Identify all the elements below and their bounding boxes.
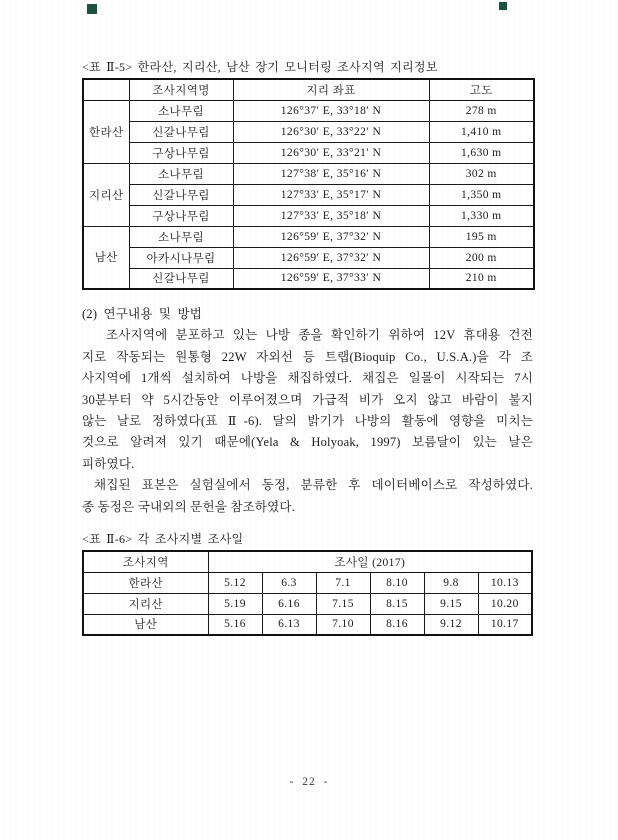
date-cell: 5.19 — [208, 593, 262, 614]
group-cell-jirisan: 지리산 — [83, 163, 129, 226]
forest-cell: 소나무림 — [129, 100, 233, 121]
coord-cell: 127°38′ E, 35°16′ N — [233, 163, 429, 184]
date-cell: 10.20 — [478, 593, 532, 614]
altitude-cell: 200 m — [429, 247, 534, 268]
date-cell: 5.12 — [208, 572, 262, 593]
page-number: - 22 - — [289, 776, 329, 788]
table-row — [83, 163, 534, 184]
table-row — [83, 205, 534, 226]
body-line: 것으로 알려져 있기 때문에(Yela & Holyoak, 1997) 보름달이 있는 날은 — [82, 435, 533, 450]
forest-cell: 신갈나무림 — [129, 121, 233, 142]
date-cell: 9.12 — [424, 614, 478, 635]
date-cell: 7.1 — [316, 572, 370, 593]
altitude-cell: 1,330 m — [429, 205, 534, 226]
forest-cell: 신갈나무림 — [129, 268, 233, 289]
table-row — [83, 593, 532, 614]
section-heading: (2) 연구내용 및 방법 — [82, 307, 203, 321]
altitude-cell: 1,350 m — [429, 184, 534, 205]
survey-col-header-dates: 조사일 (2017) — [208, 551, 532, 572]
coord-cell: 126°37′ E, 33°18′ N — [233, 100, 429, 121]
body-line: 않는 날로 정하였다(표 Ⅱ-6). 달의 밝기가 나방의 활동에 영향을 미치는 — [82, 414, 533, 429]
group-cell-hallasan: 한라산 — [83, 100, 129, 163]
coord-cell: 126°30′ E, 33°21′ N — [233, 142, 429, 163]
date-cell: 7.15 — [316, 593, 370, 614]
geo-info-table — [82, 78, 535, 290]
altitude-cell: 1,410 m — [429, 121, 534, 142]
table2-caption: <표 Ⅱ-6> 각 조사지별 조사일 — [82, 532, 244, 547]
body-line: 조사지역에 분포하고 있는 나방 종을 확인하기 위하여 12V 휴대용 건전 — [106, 328, 533, 343]
date-cell: 10.13 — [478, 572, 532, 593]
table-row — [83, 184, 534, 205]
date-cell: 8.15 — [370, 593, 424, 614]
site-cell: 남산 — [83, 614, 208, 635]
geo-col-header-empty — [83, 79, 129, 100]
date-cell: 8.16 — [370, 614, 424, 635]
survey-table-header-row — [83, 551, 532, 572]
forest-cell: 소나무림 — [129, 226, 233, 247]
table-row — [83, 572, 532, 593]
altitude-cell: 1,630 m — [429, 142, 534, 163]
date-cell: 5.16 — [208, 614, 262, 635]
page-content — [82, 60, 533, 636]
forest-cell: 구상나무림 — [129, 142, 233, 163]
table-row — [83, 247, 534, 268]
table-row — [83, 100, 534, 121]
body-line: 지로 작동되는 원통형 22W 자외선 등 트랩(Bioquip Co., U.S.A.)을 각 조 — [82, 349, 533, 364]
survey-col-header-site: 조사지역 — [83, 551, 208, 572]
site-cell: 지리산 — [83, 593, 208, 614]
table-row — [83, 121, 534, 142]
geo-col-header-alt: 고도 — [429, 79, 534, 100]
date-cell: 10.17 — [478, 614, 532, 635]
geo-col-header-coord: 지리 좌표 — [233, 79, 429, 100]
corner-stamp-mark-left — [87, 4, 97, 14]
coord-cell: 126°59′ E, 37°32′ N — [233, 247, 429, 268]
geo-table-header-row — [83, 79, 534, 100]
altitude-cell: 302 m — [429, 163, 534, 184]
forest-cell: 구상나무림 — [129, 205, 233, 226]
body-line: 30분부터 약 5시간동안 이루어졌으며 가급적 비가 오지 않고 바람이 불지 — [82, 392, 533, 407]
body-line: 사지역에 1개씩 설치하여 나방을 채집하였다. 채집은 일몰이 시작되는 7시 — [82, 371, 533, 386]
coord-cell: 127°33′ E, 35°17′ N — [233, 184, 429, 205]
date-cell: 7.10 — [316, 614, 370, 635]
date-cell: 6.13 — [262, 614, 316, 635]
date-cell: 9.8 — [424, 572, 478, 593]
corner-stamp-mark-right — [499, 2, 507, 10]
altitude-cell: 195 m — [429, 226, 534, 247]
coord-cell: 126°59′ E, 37°32′ N — [233, 226, 429, 247]
forest-cell: 소나무림 — [129, 163, 233, 184]
site-cell: 한라산 — [83, 572, 208, 593]
body-line: 피하였다. — [82, 456, 135, 471]
coord-cell: 126°59′ E, 37°33′ N — [233, 268, 429, 289]
date-cell: 6.16 — [262, 593, 316, 614]
body-line: 종 동정은 국내외의 문헌을 참조하였다. — [82, 499, 296, 514]
forest-cell: 아카시나무림 — [129, 247, 233, 268]
date-cell: 8.10 — [370, 572, 424, 593]
date-cell: 6.3 — [262, 572, 316, 593]
table-row — [83, 226, 534, 247]
table-row — [83, 142, 534, 163]
altitude-cell: 210 m — [429, 268, 534, 289]
forest-cell: 신갈나무림 — [129, 184, 233, 205]
table1-caption: <표 Ⅱ-5> 한라산, 지리산, 남산 장기 모니터링 조사지역 지리정보 — [82, 60, 438, 74]
survey-dates-table — [82, 550, 533, 636]
coord-cell: 126°30′ E, 33°22′ N — [233, 121, 429, 142]
table-row — [83, 614, 532, 635]
altitude-cell: 278 m — [429, 100, 534, 121]
coord-cell: 127°33′ E, 35°18′ N — [233, 205, 429, 226]
group-cell-namsan: 남산 — [83, 226, 129, 289]
geo-col-header-site: 조사지역명 — [129, 79, 233, 100]
body-line: 채집된 표본은 실험실에서 동정, 분류한 후 데이터베이스로 작성하였다. — [94, 478, 533, 493]
methods-section — [82, 304, 533, 518]
date-cell: 9.15 — [424, 593, 478, 614]
table-row — [83, 268, 534, 289]
